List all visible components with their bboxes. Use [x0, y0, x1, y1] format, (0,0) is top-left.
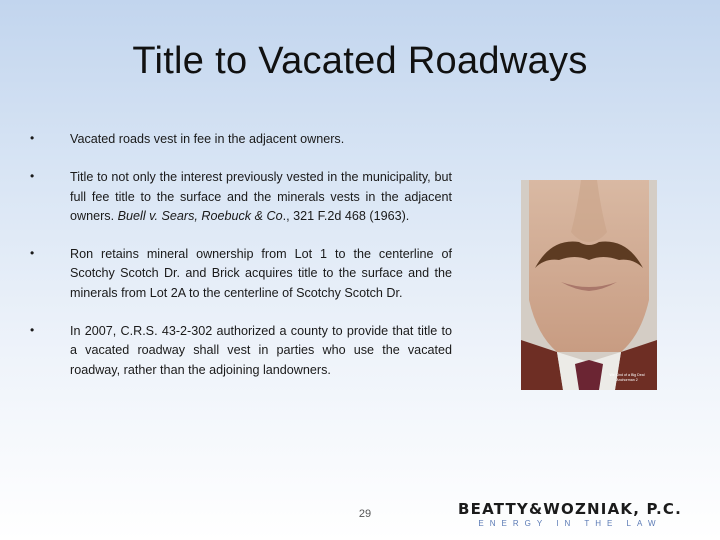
mustache-poster-image	[521, 180, 657, 390]
poster-caption-line1: We Kind of a Big Deal	[609, 373, 645, 377]
bullet-text	[70, 245, 452, 303]
bullet-list	[30, 130, 452, 399]
slide-title: Title to Vacated Roadways	[132, 40, 588, 82]
bullet-text	[70, 322, 452, 380]
poster-caption-line2: Anchorman 2	[616, 378, 638, 382]
bullet-text-segment: In 2007, C.R.S. 43-2-302 authorized a county to provide that title to a vacated roadway shall vest in parties who use the vacated roadway, rather than the adjoining landowners.	[70, 324, 452, 377]
bullet-dot: •	[30, 169, 35, 184]
bullet-text-segment: Title to not only the interest previously vested in the municipality, but full fee title to the surface and the minerals vests in the adjacent owners.	[70, 170, 452, 223]
bullet-dot: •	[30, 131, 35, 145]
bullet-text	[70, 130, 452, 149]
bullet-text	[70, 168, 452, 226]
page-number: 29	[358, 508, 372, 520]
bullet-text-segment: Ron retains mineral ownership from Lot 1 to the centerline of Scotchy Scotch Dr. and Brick acquires title to the surface and the minerals from Lot 2A to the centerline of Scotchy Scotch Dr.	[70, 247, 452, 300]
bullet-item	[30, 245, 452, 303]
bullet-text-segment: Vacated roads vest in fee in the adjacent owners.	[70, 132, 345, 146]
firm-logo-tagline: ENERGY IN THE LAW	[478, 519, 662, 528]
bullet-item	[30, 130, 452, 149]
bullet-dot: •	[30, 246, 35, 261]
bullet-text-segment: ., 321 F.2d 468 (1963).	[282, 208, 410, 223]
case-citation-italic: Buell v. Sears, Roebuck & Co	[117, 208, 283, 223]
poster-illustration	[521, 180, 657, 390]
bullet-item	[30, 168, 452, 226]
necktie-shape	[575, 360, 603, 390]
bullet-dot: •	[30, 323, 35, 338]
bullet-item	[30, 322, 452, 380]
firm-logo-name: BEATTY&WOZNIAK, P.C.	[458, 500, 682, 518]
